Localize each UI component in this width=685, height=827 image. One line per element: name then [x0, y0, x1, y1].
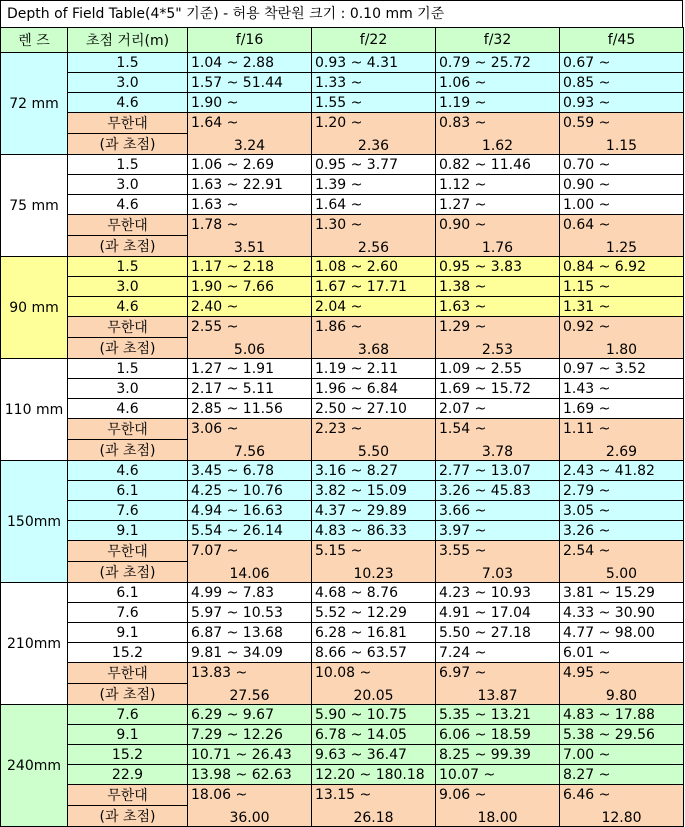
dof-range-cell[interactable]: 1.38 ~ [436, 277, 560, 297]
header-f32[interactable]: f/32 [436, 28, 560, 53]
dof-range-cell[interactable]: 4.77 ~ 98.00 [560, 623, 684, 643]
dof-range-cell[interactable]: 1.15 ~ [560, 277, 684, 297]
dof-range-cell[interactable]: 3.16 ~ 8.27 [312, 461, 436, 481]
lens-cell[interactable]: 240mm [1, 705, 68, 827]
infinity-value-cell[interactable]: 0.59 ~ [560, 113, 684, 134]
dof-range-cell[interactable]: 3.26 ~ 45.83 [436, 481, 560, 501]
focus-distance-cell[interactable]: 6.1 [68, 481, 188, 501]
hyperfocal-value-cell[interactable]: 18.00 [436, 806, 560, 827]
infinity-row [1, 419, 684, 440]
hyperfocal-value-cell[interactable]: 1.76 [436, 236, 560, 257]
infinity-value-cell[interactable]: 7.07 ~ [188, 541, 312, 562]
hyperfocal-row [1, 134, 684, 155]
infinity-value-cell[interactable]: 6.97 ~ [436, 663, 560, 684]
dof-range-cell[interactable]: 8.66 ~ 63.57 [312, 643, 436, 663]
header-lens[interactable]: 렌 즈 [1, 28, 68, 53]
infinity-value-cell[interactable]: 1.30 ~ [312, 215, 436, 236]
dof-range-cell[interactable]: 10.71 ~ 26.43 [188, 745, 312, 765]
dof-range-cell[interactable]: 4.37 ~ 29.89 [312, 501, 436, 521]
dof-range-cell[interactable]: 6.01 ~ [560, 643, 684, 663]
dof-range-cell[interactable]: 1.69 ~ 15.72 [436, 379, 560, 399]
lens-cell[interactable]: 75 mm [1, 155, 68, 257]
dof-range-cell[interactable]: 1.63 ~ 22.91 [188, 175, 312, 195]
hyperfocal-value-cell[interactable]: 20.05 [312, 684, 436, 705]
dof-range-cell[interactable]: 0.97 ~ 3.52 [560, 359, 684, 379]
table-row [1, 583, 684, 603]
focus-distance-cell[interactable]: 1.5 [68, 53, 188, 73]
dof-range-cell[interactable]: 0.82 ~ 11.46 [436, 155, 560, 175]
dof-range-cell[interactable]: 4.94 ~ 16.63 [188, 501, 312, 521]
hyperfocal-value-cell[interactable]: 3.68 [312, 338, 436, 359]
dof-range-cell[interactable]: 1.67 ~ 17.71 [312, 277, 436, 297]
infinity-row [1, 113, 684, 134]
dof-range-cell[interactable]: 3.81 ~ 15.29 [560, 583, 684, 603]
dof-range-cell[interactable]: 9.81 ~ 34.09 [188, 643, 312, 663]
dof-range-cell[interactable]: 2.77 ~ 13.07 [436, 461, 560, 481]
table-row [1, 379, 684, 399]
dof-range-cell[interactable]: 3.82 ~ 15.09 [312, 481, 436, 501]
focus-distance-cell[interactable]: 4.6 [68, 399, 188, 419]
dof-range-cell[interactable]: 1.17 ~ 2.18 [188, 257, 312, 277]
table-row [1, 521, 684, 541]
hyperfocal-value-cell[interactable]: 7.56 [188, 440, 312, 461]
table-row [1, 175, 684, 195]
focus-distance-cell[interactable]: 3.0 [68, 379, 188, 399]
hyperfocal-value-cell[interactable]: 1.15 [560, 134, 684, 155]
dof-range-cell[interactable]: 0.67 ~ [560, 53, 684, 73]
header-focus-distance[interactable]: 초점 거리(m) [68, 28, 188, 53]
table-row [1, 399, 684, 419]
infinity-value-cell[interactable]: 1.11 ~ [560, 419, 684, 440]
table-row [1, 705, 684, 725]
infinity-value-cell[interactable]: 0.90 ~ [436, 215, 560, 236]
dof-range-cell[interactable]: 5.50 ~ 27.18 [436, 623, 560, 643]
focus-distance-cell[interactable]: 7.6 [68, 603, 188, 623]
hyperfocal-value-cell[interactable]: 36.00 [188, 806, 312, 827]
dof-range-cell[interactable]: 3.26 ~ [560, 521, 684, 541]
lens-cell[interactable]: 210mm [1, 583, 68, 705]
lens-cell[interactable]: 72 mm [1, 53, 68, 155]
dof-range-cell[interactable]: 1.12 ~ [436, 175, 560, 195]
dof-range-cell[interactable]: 7.29 ~ 12.26 [188, 725, 312, 745]
dof-range-cell[interactable]: 2.40 ~ [188, 297, 312, 317]
infinity-row [1, 215, 684, 236]
dof-range-cell[interactable]: 4.68 ~ 8.76 [312, 583, 436, 603]
infinity-label[interactable]: 무한대 [68, 785, 188, 806]
table-row [1, 359, 684, 379]
infinity-value-cell[interactable]: 1.29 ~ [436, 317, 560, 338]
infinity-value-cell[interactable]: 0.83 ~ [436, 113, 560, 134]
focus-distance-cell[interactable]: 15.2 [68, 745, 188, 765]
infinity-value-cell[interactable]: 1.78 ~ [188, 215, 312, 236]
dof-range-cell[interactable]: 13.98 ~ 62.63 [188, 765, 312, 785]
infinity-value-cell[interactable]: 1.20 ~ [312, 113, 436, 134]
hyperfocal-value-cell[interactable]: 14.06 [188, 562, 312, 583]
lens-cell[interactable]: 150mm [1, 461, 68, 583]
table-row [1, 73, 684, 93]
infinity-row [1, 317, 684, 338]
hyperfocal-value-cell[interactable]: 2.56 [312, 236, 436, 257]
dof-range-cell[interactable]: 0.85 ~ [560, 73, 684, 93]
hyperfocal-value-cell[interactable]: 13.87 [436, 684, 560, 705]
infinity-value-cell[interactable]: 2.55 ~ [188, 317, 312, 338]
dof-range-cell[interactable]: 5.54 ~ 26.14 [188, 521, 312, 541]
dof-range-cell[interactable]: 0.79 ~ 25.72 [436, 53, 560, 73]
hyperfocal-row [1, 562, 684, 583]
focus-distance-cell[interactable]: 9.1 [68, 725, 188, 745]
hyperfocal-value-cell[interactable]: 3.78 [436, 440, 560, 461]
dof-range-cell[interactable]: 4.83 ~ 86.33 [312, 521, 436, 541]
dof-range-cell[interactable]: 2.85 ~ 11.56 [188, 399, 312, 419]
table-row [1, 53, 684, 73]
dof-range-cell[interactable]: 2.43 ~ 41.82 [560, 461, 684, 481]
table-row [1, 623, 684, 643]
focus-distance-cell[interactable]: 1.5 [68, 257, 188, 277]
infinity-value-cell[interactable]: 1.86 ~ [312, 317, 436, 338]
hyperfocal-value-cell[interactable]: 12.80 [560, 806, 684, 827]
hyperfocal-value-cell[interactable]: 9.80 [560, 684, 684, 705]
dof-range-cell[interactable]: 1.39 ~ [312, 175, 436, 195]
hyperfocal-label[interactable]: (과 초점) [68, 806, 188, 827]
dof-range-cell[interactable]: 5.35 ~ 13.21 [436, 705, 560, 725]
dof-range-cell[interactable]: 5.38 ~ 29.56 [560, 725, 684, 745]
dof-range-cell[interactable]: 6.78 ~ 14.05 [312, 725, 436, 745]
focus-distance-cell[interactable]: 6.1 [68, 583, 188, 603]
infinity-value-cell[interactable]: 4.95 ~ [560, 663, 684, 684]
dof-range-cell[interactable]: 1.57 ~ 51.44 [188, 73, 312, 93]
hyperfocal-value-cell[interactable]: 3.24 [188, 134, 312, 155]
table-row [1, 297, 684, 317]
hyperfocal-row [1, 806, 684, 827]
dof-range-cell[interactable]: 1.96 ~ 6.84 [312, 379, 436, 399]
dof-range-cell[interactable]: 0.70 ~ [560, 155, 684, 175]
dof-table-body [1, 28, 684, 827]
infinity-value-cell[interactable]: 5.15 ~ [312, 541, 436, 562]
table-row [1, 155, 684, 175]
dof-range-cell[interactable]: 3.66 ~ [436, 501, 560, 521]
dof-range-cell[interactable]: 1.69 ~ [560, 399, 684, 419]
focus-distance-cell[interactable]: 4.6 [68, 93, 188, 113]
lens-cell[interactable]: 90 mm [1, 257, 68, 359]
dof-range-cell[interactable]: 6.29 ~ 9.67 [188, 705, 312, 725]
hyperfocal-row [1, 684, 684, 705]
dof-range-cell[interactable]: 1.09 ~ 2.55 [436, 359, 560, 379]
hyperfocal-row [1, 440, 684, 461]
dof-range-cell[interactable]: 1.63 ~ [436, 297, 560, 317]
dof-range-cell[interactable]: 3.45 ~ 6.78 [188, 461, 312, 481]
focus-distance-cell[interactable]: 3.0 [68, 277, 188, 297]
table-row [1, 277, 684, 297]
header-f16[interactable]: f/16 [188, 28, 312, 53]
table-row [1, 765, 684, 785]
infinity-value-cell[interactable]: 1.64 ~ [188, 113, 312, 134]
dof-range-cell[interactable]: 0.84 ~ 6.92 [560, 257, 684, 277]
infinity-value-cell[interactable]: 13.15 ~ [312, 785, 436, 806]
hyperfocal-label[interactable]: (과 초점) [68, 236, 188, 257]
hyperfocal-value-cell[interactable]: 2.36 [312, 134, 436, 155]
infinity-value-cell[interactable]: 0.64 ~ [560, 215, 684, 236]
infinity-value-cell[interactable]: 2.54 ~ [560, 541, 684, 562]
dof-range-cell[interactable]: 1.19 ~ 2.11 [312, 359, 436, 379]
infinity-value-cell[interactable]: 1.54 ~ [436, 419, 560, 440]
dof-range-cell[interactable]: 7.00 ~ [560, 745, 684, 765]
focus-distance-cell[interactable]: 15.2 [68, 643, 188, 663]
hyperfocal-value-cell[interactable]: 1.80 [560, 338, 684, 359]
focus-distance-cell[interactable]: 9.1 [68, 521, 188, 541]
focus-distance-cell[interactable]: 3.0 [68, 175, 188, 195]
focus-distance-cell[interactable]: 7.6 [68, 705, 188, 725]
dof-range-cell[interactable]: 6.28 ~ 16.81 [312, 623, 436, 643]
dof-range-cell[interactable]: 12.20 ~ 180.18 [312, 765, 436, 785]
dof-range-cell[interactable]: 4.33 ~ 30.90 [560, 603, 684, 623]
dof-range-cell[interactable]: 1.06 ~ [436, 73, 560, 93]
infinity-label[interactable]: 무한대 [68, 541, 188, 562]
dof-range-cell[interactable]: 8.27 ~ [560, 765, 684, 785]
table-row [1, 93, 684, 113]
header-f22[interactable]: f/22 [312, 28, 436, 53]
hyperfocal-label[interactable]: (과 초점) [68, 338, 188, 359]
table-row [1, 725, 684, 745]
dof-range-cell[interactable]: 10.07 ~ [436, 765, 560, 785]
dof-range-cell[interactable]: 1.63 ~ [188, 195, 312, 215]
dof-range-cell[interactable]: 1.27 ~ [436, 195, 560, 215]
dof-range-cell[interactable]: 3.05 ~ [560, 501, 684, 521]
dof-range-cell[interactable]: 9.63 ~ 36.47 [312, 745, 436, 765]
infinity-value-cell[interactable]: 18.06 ~ [188, 785, 312, 806]
dof-range-cell[interactable]: 6.87 ~ 13.68 [188, 623, 312, 643]
hyperfocal-value-cell[interactable]: 5.00 [560, 562, 684, 583]
table-row [1, 501, 684, 521]
hyperfocal-label[interactable]: (과 초점) [68, 684, 188, 705]
dof-range-cell[interactable]: 8.25 ~ 99.39 [436, 745, 560, 765]
dof-range-cell[interactable]: 4.83 ~ 17.88 [560, 705, 684, 725]
dof-range-cell[interactable]: 2.07 ~ [436, 399, 560, 419]
dof-range-cell[interactable]: 2.17 ~ 5.11 [188, 379, 312, 399]
header-f45[interactable]: f/45 [560, 28, 684, 53]
hyperfocal-value-cell[interactable]: 10.23 [312, 562, 436, 583]
table-row [1, 603, 684, 623]
hyperfocal-value-cell[interactable]: 1.25 [560, 236, 684, 257]
hyperfocal-label[interactable]: (과 초점) [68, 440, 188, 461]
infinity-value-cell[interactable]: 2.23 ~ [312, 419, 436, 440]
dof-range-cell[interactable]: 1.19 ~ [436, 93, 560, 113]
infinity-value-cell[interactable]: 3.06 ~ [188, 419, 312, 440]
table-row [1, 461, 684, 481]
dof-range-cell[interactable]: 0.95 ~ 3.83 [436, 257, 560, 277]
table-row [1, 257, 684, 277]
hyperfocal-row [1, 236, 684, 257]
infinity-label[interactable]: 무한대 [68, 419, 188, 440]
hyperfocal-value-cell[interactable]: 26.18 [312, 806, 436, 827]
infinity-label[interactable]: 무한대 [68, 113, 188, 134]
dof-range-cell[interactable]: 2.50 ~ 27.10 [312, 399, 436, 419]
dof-range-cell[interactable]: 2.04 ~ [312, 297, 436, 317]
dof-range-cell[interactable]: 1.90 ~ 7.66 [188, 277, 312, 297]
focus-distance-cell[interactable]: 22.9 [68, 765, 188, 785]
hyperfocal-value-cell[interactable]: 7.03 [436, 562, 560, 583]
dof-range-cell[interactable]: 4.25 ~ 10.76 [188, 481, 312, 501]
hyperfocal-value-cell[interactable]: 5.50 [312, 440, 436, 461]
dof-range-cell[interactable]: 5.97 ~ 10.53 [188, 603, 312, 623]
header-row [1, 28, 684, 53]
dof-range-cell[interactable]: 2.79 ~ [560, 481, 684, 501]
hyperfocal-label[interactable]: (과 초점) [68, 562, 188, 583]
dof-range-cell[interactable]: 1.43 ~ [560, 379, 684, 399]
table-row [1, 643, 684, 663]
hyperfocal-value-cell[interactable]: 5.06 [188, 338, 312, 359]
dof-range-cell[interactable]: 5.90 ~ 10.75 [312, 705, 436, 725]
dof-range-cell[interactable]: 1.31 ~ [560, 297, 684, 317]
infinity-value-cell[interactable]: 0.92 ~ [560, 317, 684, 338]
dof-range-cell[interactable]: 3.97 ~ [436, 521, 560, 541]
table-row [1, 481, 684, 501]
hyperfocal-value-cell[interactable]: 3.51 [188, 236, 312, 257]
hyperfocal-value-cell[interactable]: 2.53 [436, 338, 560, 359]
dof-range-cell[interactable]: 1.55 ~ [312, 93, 436, 113]
infinity-label[interactable]: 무한대 [68, 317, 188, 338]
focus-distance-cell[interactable]: 1.5 [68, 359, 188, 379]
dof-range-cell[interactable]: 1.27 ~ 1.91 [188, 359, 312, 379]
infinity-label[interactable]: 무한대 [68, 663, 188, 684]
dof-range-cell[interactable]: 0.93 ~ [560, 93, 684, 113]
lens-cell[interactable]: 110 mm [1, 359, 68, 461]
infinity-value-cell[interactable]: 13.83 ~ [188, 663, 312, 684]
hyperfocal-label[interactable]: (과 초점) [68, 134, 188, 155]
focus-distance-cell[interactable]: 4.6 [68, 461, 188, 481]
dof-range-cell[interactable]: 1.90 ~ [188, 93, 312, 113]
sheet-title: Depth of Field Table(4*5" 기준) - 허용 착란원 크기 : 0.10 mm 기준 [0, 0, 683, 27]
dof-range-cell[interactable]: 4.99 ~ 7.83 [188, 583, 312, 603]
dof-range-cell[interactable]: 4.23 ~ 10.93 [436, 583, 560, 603]
dof-table [0, 27, 684, 827]
dof-range-cell[interactable]: 7.24 ~ [436, 643, 560, 663]
infinity-row [1, 541, 684, 562]
dof-range-cell[interactable]: 1.04 ~ 2.88 [188, 53, 312, 73]
dof-range-cell[interactable]: 1.00 ~ [560, 195, 684, 215]
dof-range-cell[interactable]: 1.64 ~ [312, 195, 436, 215]
focus-distance-cell[interactable]: 4.6 [68, 195, 188, 215]
hyperfocal-value-cell[interactable]: 27.56 [188, 684, 312, 705]
dof-range-cell[interactable]: 1.08 ~ 2.60 [312, 257, 436, 277]
infinity-value-cell[interactable]: 6.46 ~ [560, 785, 684, 806]
table-row [1, 195, 684, 215]
hyperfocal-value-cell[interactable]: 1.62 [436, 134, 560, 155]
infinity-value-cell[interactable]: 9.06 ~ [436, 785, 560, 806]
dof-range-cell[interactable]: 0.93 ~ 4.31 [312, 53, 436, 73]
infinity-value-cell[interactable]: 10.08 ~ [312, 663, 436, 684]
dof-range-cell[interactable]: 6.06 ~ 18.59 [436, 725, 560, 745]
focus-distance-cell[interactable]: 9.1 [68, 623, 188, 643]
dof-range-cell[interactable]: 1.33 ~ [312, 73, 436, 93]
focus-distance-cell[interactable]: 3.0 [68, 73, 188, 93]
infinity-label[interactable]: 무한대 [68, 215, 188, 236]
hyperfocal-value-cell[interactable]: 2.69 [560, 440, 684, 461]
dof-range-cell[interactable]: 0.90 ~ [560, 175, 684, 195]
infinity-row [1, 785, 684, 806]
focus-distance-cell[interactable]: 7.6 [68, 501, 188, 521]
hyperfocal-row [1, 338, 684, 359]
infinity-row [1, 663, 684, 684]
dof-range-cell[interactable]: 5.52 ~ 12.29 [312, 603, 436, 623]
dof-range-cell[interactable]: 0.95 ~ 3.77 [312, 155, 436, 175]
infinity-value-cell[interactable]: 3.55 ~ [436, 541, 560, 562]
focus-distance-cell[interactable]: 1.5 [68, 155, 188, 175]
dof-range-cell[interactable]: 1.06 ~ 2.69 [188, 155, 312, 175]
dof-range-cell[interactable]: 4.91 ~ 17.04 [436, 603, 560, 623]
focus-distance-cell[interactable]: 4.6 [68, 297, 188, 317]
table-row [1, 745, 684, 765]
